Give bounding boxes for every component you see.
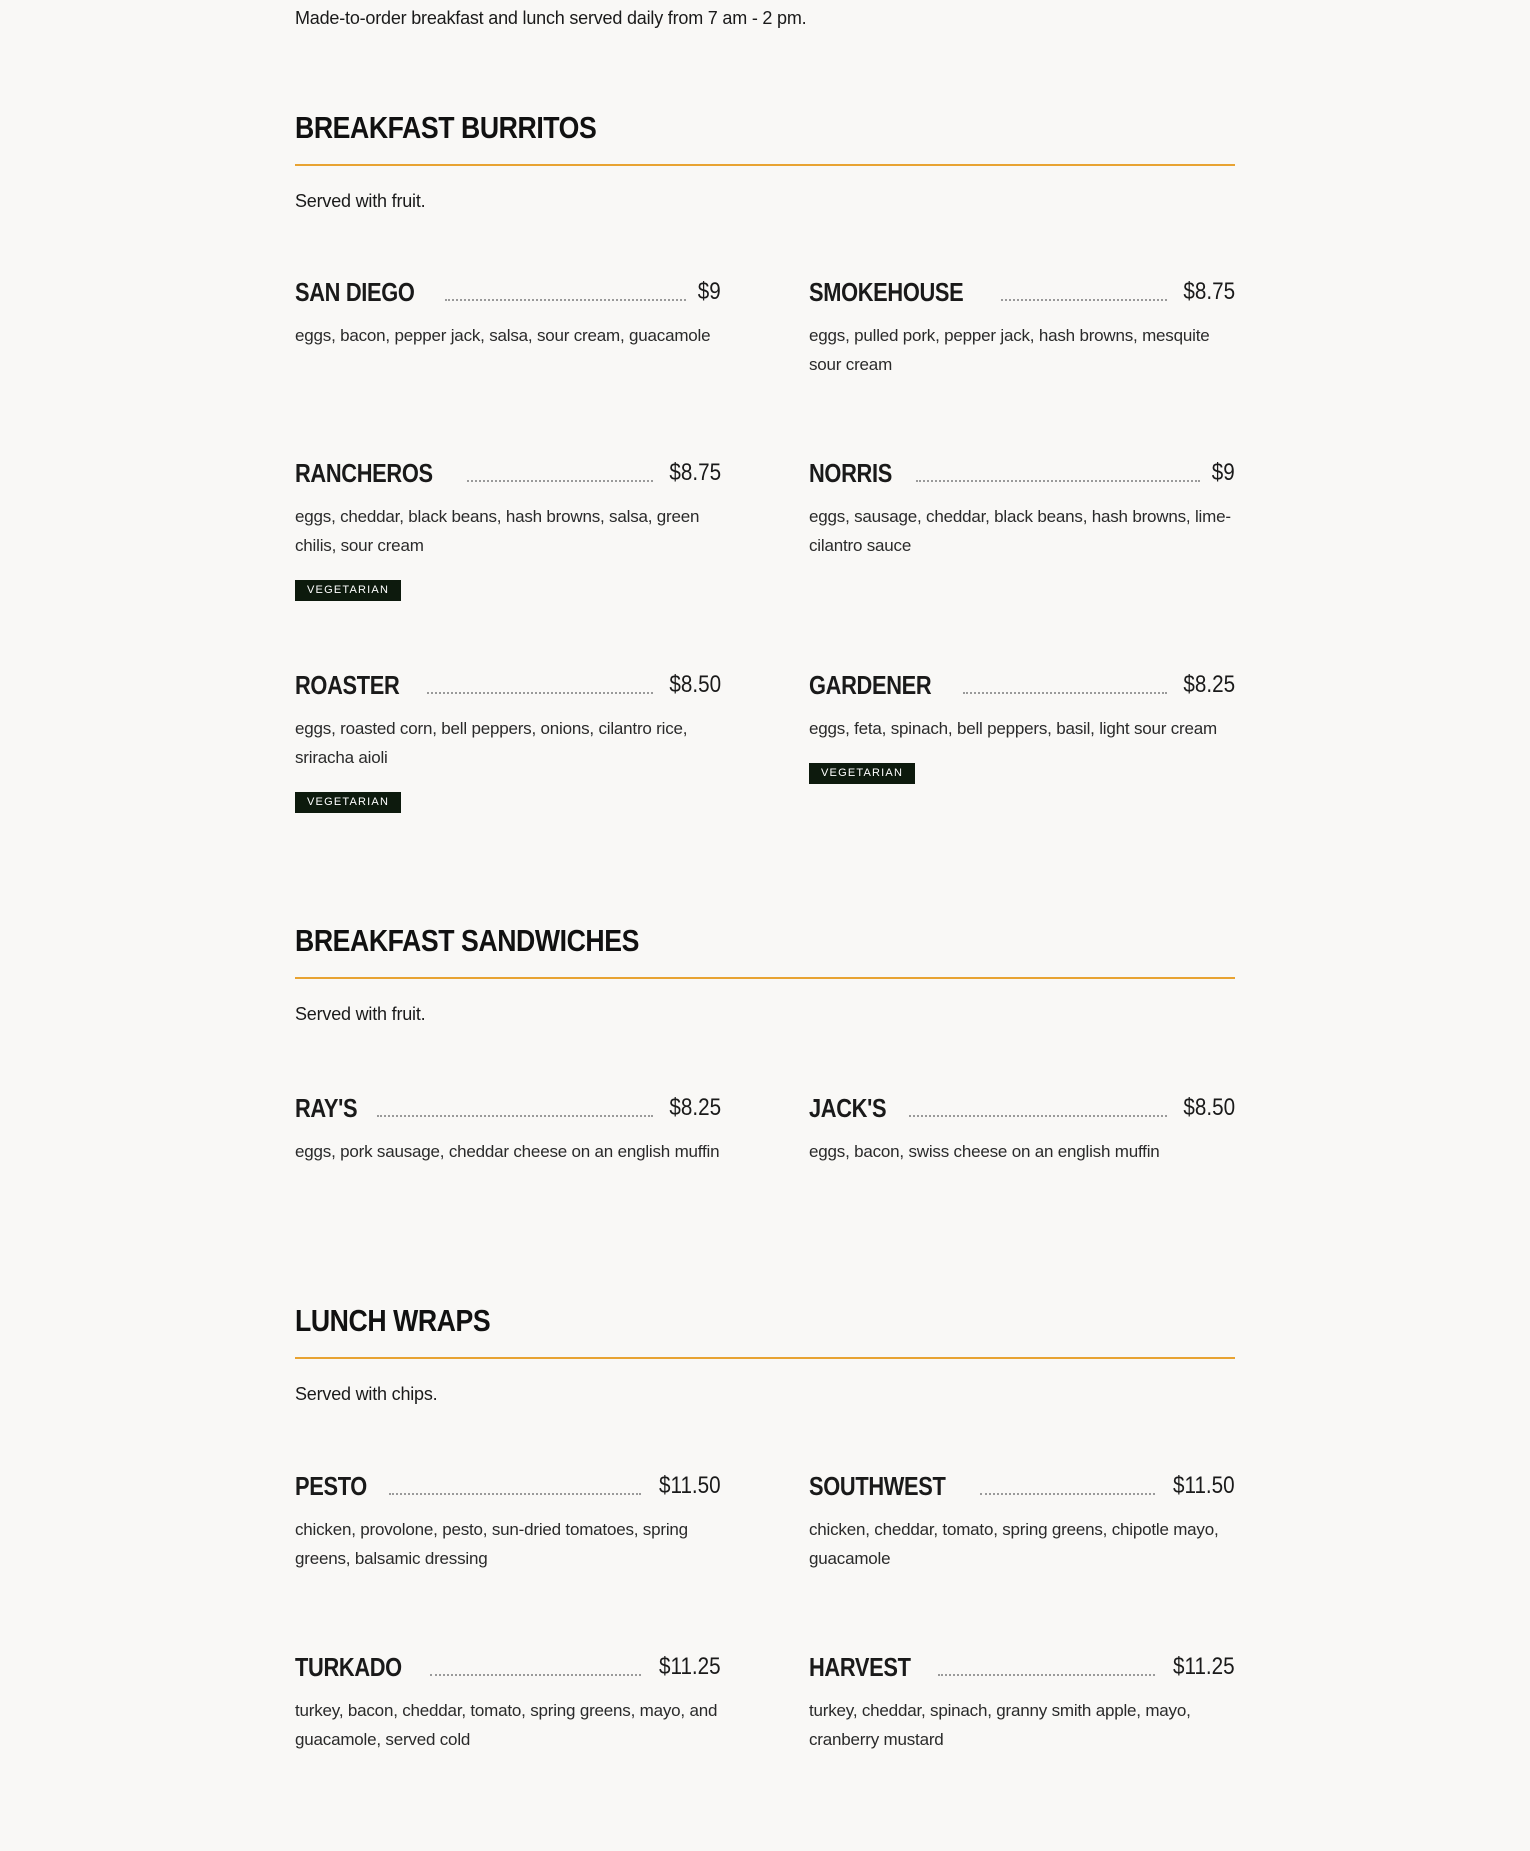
dot-leader <box>467 479 653 482</box>
section-note: Served with fruit. <box>295 1004 426 1024</box>
item-price: $9 <box>698 278 721 305</box>
section-title: BREAKFAST SANDWICHES <box>295 923 639 958</box>
menu-item <box>295 1469 721 1573</box>
item-header <box>295 1469 721 1501</box>
section-note: Served with fruit. <box>295 191 426 211</box>
item-header <box>809 668 1235 700</box>
menu-item <box>295 1091 721 1166</box>
vegetarian-badge: VEGETARIAN <box>295 580 401 601</box>
item-header <box>295 1091 721 1123</box>
section-title: LUNCH WRAPS <box>295 1303 491 1338</box>
item-price: $8.75 <box>669 459 721 486</box>
item-name: RAY'S <box>295 1093 358 1123</box>
dot-leader <box>430 1673 641 1676</box>
item-description: eggs, bacon, swiss cheese on an english muffin <box>809 1142 1160 1161</box>
dot-leader <box>963 691 1167 694</box>
item-price: $8.75 <box>1183 278 1235 305</box>
dot-leader <box>916 479 1201 482</box>
dot-leader <box>427 691 653 694</box>
section-note: Served with chips. <box>295 1384 438 1404</box>
menu-item <box>809 275 1235 379</box>
item-name: TURKADO <box>295 1652 402 1682</box>
item-description: eggs, sausage, cheddar, black beans, hash browns, lime-cilantro sauce <box>809 507 1231 555</box>
dot-leader <box>909 1114 1167 1117</box>
item-price: $11.25 <box>1173 1653 1235 1680</box>
menu-item <box>809 456 1235 560</box>
item-name: JACK'S <box>809 1093 887 1123</box>
section-divider <box>295 1357 1235 1359</box>
item-header <box>809 456 1235 488</box>
intro-text: Made-to-order breakfast and lunch served daily from 7 am - 2 pm. <box>295 8 807 28</box>
item-name: PESTO <box>295 1471 367 1501</box>
item-price: $9 <box>1212 459 1235 486</box>
dot-leader <box>980 1492 1156 1495</box>
section-lunch-wraps <box>295 1301 1235 1749</box>
item-price: $8.50 <box>669 671 721 698</box>
vegetarian-badge: VEGETARIAN <box>809 763 915 784</box>
item-header <box>809 1469 1235 1501</box>
item-description: chicken, cheddar, tomato, spring greens, chipotle mayo, guacamole <box>809 1520 1219 1568</box>
menu-item <box>295 275 721 350</box>
menu-item <box>295 668 721 813</box>
item-header <box>809 275 1235 307</box>
item-name: HARVEST <box>809 1652 911 1682</box>
item-name: SMOKEHOUSE <box>809 277 964 307</box>
item-name: NORRIS <box>809 458 892 488</box>
dot-leader <box>377 1114 653 1117</box>
dot-leader <box>938 1673 1155 1676</box>
item-name: GARDENER <box>809 670 932 700</box>
menu-item <box>295 456 721 601</box>
item-description: turkey, bacon, cheddar, tomato, spring greens, mayo, and guacamole, served cold <box>295 1701 718 1749</box>
item-name: RANCHEROS <box>295 458 433 488</box>
menu-item <box>295 1650 721 1754</box>
item-price: $11.50 <box>1173 1472 1235 1499</box>
item-price: $8.25 <box>1183 671 1235 698</box>
item-name: SAN DIEGO <box>295 277 415 307</box>
item-header <box>295 456 721 488</box>
item-description: chicken, provolone, pesto, sun-dried tomatoes, spring greens, balsamic dressing <box>295 1520 688 1568</box>
section-divider <box>295 977 1235 979</box>
menu-item <box>809 668 1235 784</box>
item-header <box>809 1091 1235 1123</box>
section-breakfast-burritos <box>295 108 1235 808</box>
item-price: $11.50 <box>659 1472 721 1499</box>
dot-leader <box>389 1492 642 1495</box>
menu-item <box>809 1469 1235 1573</box>
item-header <box>295 668 721 700</box>
item-description: eggs, pork sausage, cheddar cheese on an english muffin <box>295 1142 720 1161</box>
item-price: $8.25 <box>669 1094 721 1121</box>
item-description: eggs, roasted corn, bell peppers, onions, cilantro rice, sriracha aioli <box>295 719 688 767</box>
vegetarian-badge: VEGETARIAN <box>295 792 401 813</box>
dot-leader <box>445 298 686 301</box>
item-name: SOUTHWEST <box>809 1471 946 1501</box>
item-description: eggs, feta, spinach, bell peppers, basil, light sour cream <box>809 719 1217 738</box>
item-header <box>295 275 721 307</box>
menu-item <box>809 1091 1235 1166</box>
item-price: $11.25 <box>659 1653 721 1680</box>
item-name: ROASTER <box>295 670 400 700</box>
section-divider <box>295 164 1235 166</box>
item-description: eggs, bacon, pepper jack, salsa, sour cream, guacamole <box>295 326 711 345</box>
section-title: BREAKFAST BURRITOS <box>295 110 597 145</box>
dot-leader <box>1001 298 1167 301</box>
section-breakfast-sandwiches <box>295 921 1235 1161</box>
item-header <box>295 1650 721 1682</box>
item-description: eggs, cheddar, black beans, hash browns, salsa, green chilis, sour cream <box>295 507 700 555</box>
item-header <box>809 1650 1235 1682</box>
item-description: eggs, pulled pork, pepper jack, hash browns, mesquite sour cream <box>809 326 1210 374</box>
item-price: $8.50 <box>1183 1094 1235 1121</box>
menu-item <box>809 1650 1235 1754</box>
item-description: turkey, cheddar, spinach, granny smith apple, mayo, cranberry mustard <box>809 1701 1191 1749</box>
